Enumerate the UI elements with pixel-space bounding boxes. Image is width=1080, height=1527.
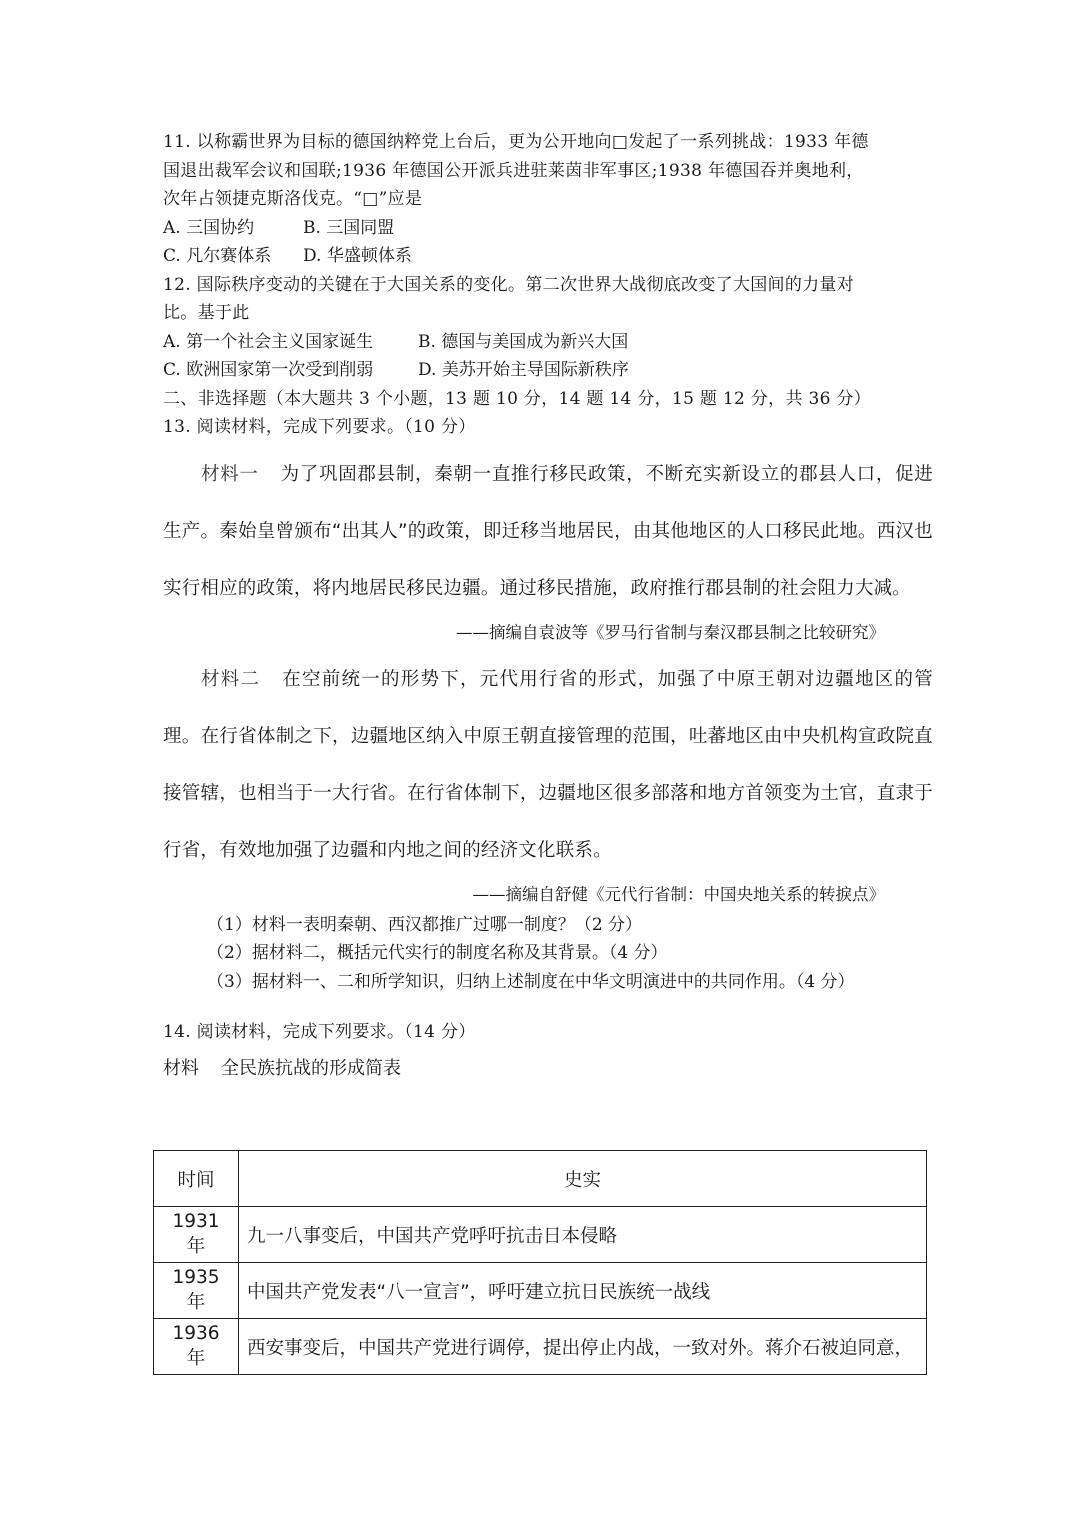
section-heading: 二、非选择题（本大题共 3 个小题，13 题 10 分，14 题 14 分，15 题 12 分，共 36 分） [163, 388, 871, 409]
q11-line1: 11. 以称霸世界为目标的德国纳粹党上台后，更为公开地向□发起了一系列挑战：1933 年德 [163, 132, 869, 152]
header-time: 时间 [154, 1151, 239, 1207]
q12-line2: 比。基于此 [163, 303, 250, 323]
q12-option-a: A. 第一个社会主义国家诞生 [163, 331, 374, 352]
q12-options-cd [163, 356, 933, 385]
material-one [163, 446, 933, 617]
material-one-text: 为了巩固郡县制，秦朝一直推行移民政策，不断充实新设立的郡县人口，促进生产。秦始皇曾颁布“出其人”的政策，即迁移当地居民，由其他地区的人口移民此地。西汉也实行相应的政策，将内地居民移民边疆。通过移民措施，政府推行郡县制的社会阻力大减。 [163, 463, 933, 599]
q12-options-ab [163, 328, 933, 357]
history-table [153, 1150, 927, 1375]
q13-sub1: （1）材料一表明秦朝、西汉都推广过哪一制度？（2 分） [207, 914, 643, 935]
q14-caption-label: 材料 [163, 1057, 199, 1079]
table-header-row [154, 1151, 927, 1207]
row-fact: 九一八事变后，中国共产党呼吁抗击日本侵略 [239, 1207, 927, 1263]
q13-title: 13. 阅读材料，完成下列要求。（10 分） [163, 417, 476, 437]
q11-option-a: A. 三国协约 [163, 217, 255, 238]
q13-sub2: （2）据材料二，概括元代实行的制度名称及其背景。（4 分） [207, 943, 668, 963]
q11-option-c: C. 凡尔赛体系 [163, 246, 272, 266]
row-year: 1931 年 [154, 1207, 239, 1263]
q13-sub3: （3）据材料一、二和所学知识，归纳上述制度在中华文明演进中的共同作用。（4 分） [207, 971, 855, 992]
material-two-label: 材料二 [201, 668, 261, 690]
q12-option-d: D. 美苏开始主导国际新秩序 [418, 360, 629, 380]
q11-option-d: D. 华盛顿体系 [303, 246, 412, 266]
material-two-source: ——摘编自舒健《元代行省制：中国央地关系的转捩点》 [472, 884, 885, 904]
q12-option-b: B. 德国与美国成为新兴大国 [418, 331, 629, 352]
q12-option-c: C. 欧洲国家第一次受到削弱 [163, 360, 374, 380]
table-row [154, 1319, 927, 1375]
q14-caption [163, 1053, 933, 1085]
material-two [163, 651, 933, 879]
header-fact: 史实 [239, 1151, 927, 1207]
q12-line1: 12. 国际秩序变动的关键在于大国关系的变化。第二次世界大战彻底改变了大国间的力量对 [163, 274, 855, 295]
material-one-label: 材料一 [201, 463, 259, 485]
q14-caption-title: 全民族抗战的形成简表 [221, 1057, 401, 1079]
q11-line3: 次年占领捷克斯洛伐克。“□”应是 [163, 189, 423, 209]
q11-options-ab [163, 214, 933, 243]
row-year: 1936 年 [154, 1319, 239, 1375]
table-row [154, 1263, 927, 1319]
exam-page [163, 128, 933, 1085]
q11-line2: 国退出裁军会议和国联;1936 年德国公开派兵进驻莱茵非军事区;1938 年德国吞并奥地利， [163, 160, 864, 181]
q11-option-b: B. 三国同盟 [303, 217, 395, 238]
material-two-text: 在空前统一的形势下，元代用行省的形式，加强了中原王朝对边疆地区的管理。在行省体制之下，边疆地区纳入中原王朝直接管理的范围，吐蕃地区由中央机构宣政院直接管辖，也相当于一大行省。在行省体制下，边疆地区很多部落和地方首领变为土官，直隶于行省，有效地加强了边疆和内地之间的经济文化联系。 [163, 668, 933, 861]
row-year: 1935 年 [154, 1263, 239, 1319]
q11-options-cd [163, 242, 933, 271]
material-one-source: ——摘编自袁波等《罗马行省制与秦汉郡县制之比较研究》 [456, 622, 885, 642]
row-fact: 西安事变后，中国共产党进行调停，提出停止内战，一致对外。蒋介石被迫同意， [239, 1319, 927, 1375]
q14-title: 14. 阅读材料，完成下列要求。（14 分） [163, 1022, 476, 1042]
row-fact: 中国共产党发表“八一宣言”，呼吁建立抗日民族统一战线 [239, 1263, 927, 1319]
table-row [154, 1207, 927, 1263]
